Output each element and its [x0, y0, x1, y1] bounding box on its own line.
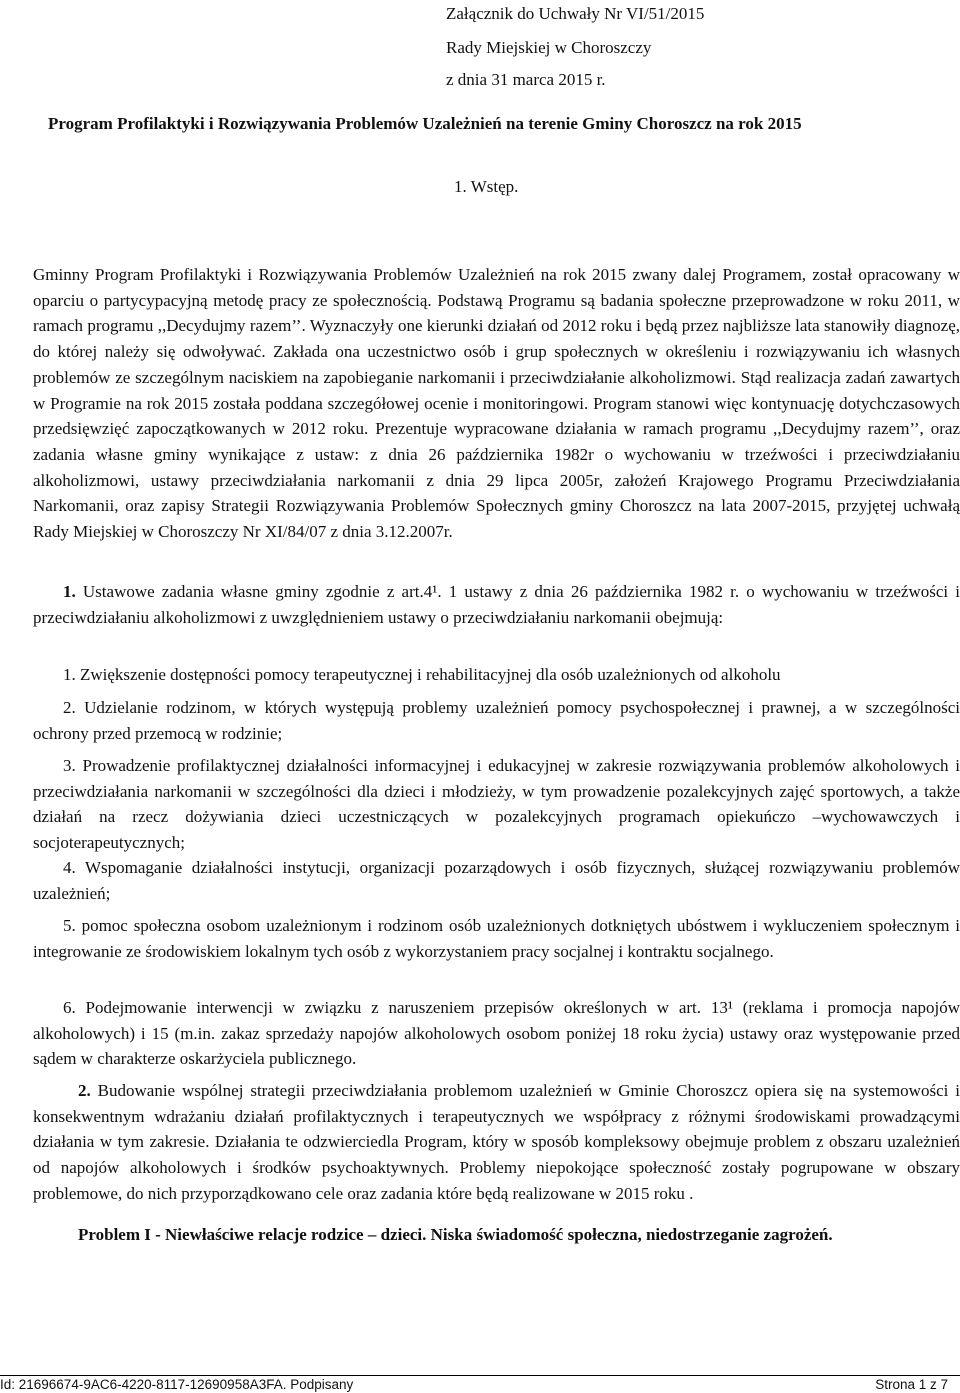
point-1-text: Ustawowe zadania własne gminy zgodnie z art.4¹. 1 ustawy z dnia 26 października 1982 r. o wychowaniu w trzeźwości i przeciwdziałaniu alkoholizmowi z uwzględnieniem ustawy o przeciwdziałaniu narkomanii obejmują:: [33, 582, 960, 627]
attachment-header-line-3: z dnia 31 marca 2015 r.: [446, 70, 606, 89]
point-2-paragraph: [33, 1078, 960, 1207]
task-item-3: 3. Prowadzenie profilaktycznej działalności informacyjnej i edukacyjnej w zakresie rozwiązywania problemów alkoholowych i przeciwdziałania narkomanii w szczególności dla dzieci i młodzieży, w tym prowadzenie pozalekcyjnych zajęć sportowych, a także działań na rzecz dożywiania dzieci uczestniczących w pozalekcyjnych programach opiekuńczo –wychowawczych i socjoterapeutycznych;: [33, 756, 960, 853]
footer-page-number: Strona 1 z 7: [875, 1377, 948, 1392]
section-heading: 1. Wstęp.: [454, 177, 519, 196]
document-title: Program Profilaktyki i Rozwiązywania Problemów Uzależnień na terenie Gminy Choroszcz na rok 2015: [48, 114, 802, 133]
point-1-number: 1.: [63, 582, 76, 601]
task-item-2: 2. Udzielanie rodzinom, w których występują problemy uzależnień pomocy psychospołecznej i prawnej, a w szczególności ochrony przed przemocą w rodzinie;: [33, 698, 960, 743]
attachment-header-line-2: Rady Miejskiej w Choroszczy: [446, 38, 652, 57]
intro-paragraph: Gminny Program Profilaktyki i Rozwiązywania Problemów Uzależnień na rok 2015 zwany dalej Programem, został opracowany w oparciu o partycypacyjną metodę pracy ze społecznością. Podstawą Programu są badania społeczne przeprowadzone w roku 2011, w ramach programu ,,Decydujmy razem’’. Wyznaczyły one kierunki działań od 2012 roku i będą przez najbliższe lata stanowiły diagnozę, do której należy się odwoływać. Zakłada ona uczestnictwo osób i grup społecznych w określeniu i rozwiązywaniu ich własnych problemów ze szczególnym naciskiem na zapobieganie narkomanii i przeciwdziałanie alkoholizmowi. Stąd realizacja zadań zawartych w Programie na rok 2015 została poddana szczegółowej ocenie i monitoringowi. Program stanowi więc kontynuację dotychczasowych przedsięwzięć zapoczątkowanych w 2012 roku. Prezentuje wypracowane działania w ramach programu ,,Decydujmy razem’’, oraz zadania własne gminy wynikające z ustaw: z dnia 26 października 1982r o wychowaniu w trzeźwości i przeciwdziałaniu alkoholizmowi, ustawy przeciwdziałania narkomanii z dnia 29 lipca 2005r, założeń Krajowego Programu Przeciwdziałania Narkomanii, oraz zapisy Strategii Rozwiązywania Problemów Społecznych gminy Choroszcz na lata 2007-2015, przyjętej uchwałą Rady Miejskiej w Choroszczy Nr XI/84/07 z dnia 3.12.2007r.: [33, 265, 960, 542]
point-2-text: Budowanie wspólnej strategii przeciwdziałania problemom uzależnień w Gminie Choroszcz opiera się na systemowości i konsekwentnym wdrażaniu działań profilaktycznych i terapeutycznych we współpracy z różnymi środowiskami prowadzącymi działania w tym zakresie. Działania te odzwierciedla Program, który w sposób kompleksowy obejmuje problem z obszaru uzależnień od napojów alkoholowych i środków psychoaktywnych. Problemy niepokojące społeczność zostały pogrupowane w obszary problemowe, do nich przyporządkowano cele oraz zadania które będą realizowane w 2015 roku .: [33, 1081, 960, 1203]
task-item-1: 1. Zwiększenie dostępności pomocy terapeutycznej i rehabilitacyjnej dla osób uzależnionych od alkoholu: [63, 665, 781, 684]
point-1-paragraph: [33, 579, 960, 630]
footer-document-id: Id: 21696674-9AC6-4220-8117-12690958A3FA. Podpisany: [0, 1377, 354, 1392]
task-item-5: 5. pomoc społeczna osobom uzależnionym i rodzinom osób uzależnionych dotkniętych ubóstwem i wykluczeniem społecznym i integrowanie ze środowiskiem lokalnym tych osób z wykorzystaniem pracy socjalnej i kontraktu socjalnego.: [33, 916, 960, 961]
task-item-6: 6. Podejmowanie interwencji w związku z naruszeniem przepisów określonych w art. 13¹ (reklama i promocja napojów alkoholowych) i 15 (m.in. zakaz sprzedaży napojów alkoholowych osobom poniżej 18 roku życia) ustawy oraz występowanie przed sądem w charakterze oskarżyciela publicznego.: [33, 998, 960, 1069]
footer-divider: [0, 1375, 960, 1376]
problem-heading: Problem I - Niewłaściwe relacje rodzice – dzieci. Niska świadomość społeczna, niedostrzeganie zagrożeń.: [78, 1225, 833, 1244]
point-2-number: 2.: [78, 1081, 91, 1100]
task-item-4: 4. Wspomaganie działalności instytucji, organizacji pozarządowych i osób fizycznych, służącej rozwiązywaniu problemów uzależnień;: [33, 858, 960, 903]
attachment-header-line-1: Załącznik do Uchwały Nr VI/51/2015: [446, 4, 705, 23]
